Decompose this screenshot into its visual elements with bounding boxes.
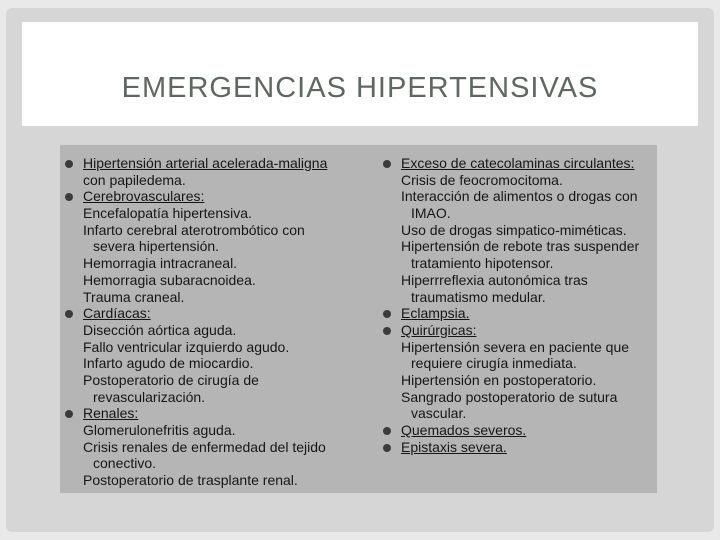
list-item: Crisis renales de enfermedad del tejido (83, 438, 326, 455)
list-item: Sangrado postoperatorio de sutura (401, 388, 618, 405)
list-item: Hipertensión severa en paciente que (401, 338, 630, 355)
list-heading (60, 188, 360, 205)
bullet-icon (65, 310, 73, 318)
list-item: traumatismo medular. (411, 288, 546, 305)
list-group (60, 305, 360, 405)
list-group (378, 439, 657, 456)
list-item: Infarto cerebral aterotrombótico con (83, 221, 305, 238)
list-item: Infarto agudo de miocardio. (83, 355, 254, 372)
list-item: con papiledema. (83, 171, 186, 188)
bullet-icon (383, 160, 391, 168)
list-item: Trauma craneal. (83, 288, 185, 305)
bullet-icon (65, 410, 73, 418)
bullet-icon (383, 327, 391, 335)
bullet-icon (383, 427, 391, 435)
list-group (378, 422, 657, 439)
list-heading-text: Quemados severos. (401, 422, 527, 438)
bullet-icon (65, 193, 73, 201)
list-item: Encefalopatía hipertensiva. (83, 205, 252, 222)
list-item: Interacción de alimentos o drogas con (401, 188, 638, 205)
list-heading-text: Renales: (83, 405, 139, 422)
list-heading (378, 322, 657, 339)
list-item: Hipertensión en postoperatorio. (401, 371, 597, 388)
title-box (22, 22, 698, 126)
left-column (60, 155, 360, 489)
list-item: tratamiento hipotensor. (411, 255, 554, 272)
list-group (378, 305, 657, 322)
bullet-icon (383, 444, 391, 452)
list-item: revascularización. (93, 388, 206, 405)
list-item: requiere cirugía inmediata. (411, 355, 577, 372)
right-column (378, 155, 657, 455)
list-item: Disección aórtica aguda. (83, 321, 237, 338)
list-group (378, 155, 657, 305)
list-heading-text: Cardíacas: (83, 305, 151, 322)
bullet-icon (65, 160, 73, 168)
list-item: Hemorragia subaracnoidea. (83, 271, 256, 288)
list-heading (60, 305, 360, 322)
list-item: severa hipertensión. (93, 238, 220, 255)
list-group (60, 155, 360, 188)
list-group (60, 188, 360, 305)
list-item: Glomerulonefritis aguda. (83, 422, 236, 438)
list-item: Postoperatorio de trasplante renal. (83, 472, 298, 489)
list-heading (378, 439, 657, 456)
list-heading-text: Quirúrgicas: (401, 321, 477, 338)
list-heading (378, 422, 657, 439)
list-heading (378, 155, 657, 172)
bullet-icon (383, 310, 391, 318)
list-heading-text: Cerebrovasculares: (83, 188, 205, 205)
list-item: IMAO. (411, 205, 451, 222)
list-item: vascular. (411, 405, 467, 422)
list-item: Hemorragia intracraneal. (83, 255, 238, 272)
list-item: conectivo. (93, 455, 157, 472)
list-item: Postoperatorio de cirugía de (83, 371, 259, 388)
list-heading (60, 405, 360, 422)
list-heading-text: Hipertensión arterial acelerada-maligna (83, 155, 328, 171)
list-group (378, 322, 657, 422)
list-heading-text: Exceso de catecolaminas circulantes: (401, 155, 635, 171)
list-group (60, 405, 360, 488)
list-item: Fallo ventricular izquierdo agudo. (83, 338, 290, 355)
list-item: Hiperrreflexia autonómica tras (401, 271, 588, 288)
list-heading (60, 155, 360, 172)
list-heading-text: Epistaxis severa. (401, 438, 507, 455)
content-panel (60, 145, 657, 493)
list-item: Uso de drogas simpatico-miméticas. (401, 221, 627, 238)
list-heading-text: Eclampsia. (401, 305, 470, 322)
list-item: Crisis de feocromocitoma. (401, 171, 563, 188)
list-item: Hipertensión de rebote tras suspender (401, 238, 640, 255)
list-heading (378, 305, 657, 322)
slide-title: EMERGENCIAS HIPERTENSIVAS (121, 72, 599, 104)
